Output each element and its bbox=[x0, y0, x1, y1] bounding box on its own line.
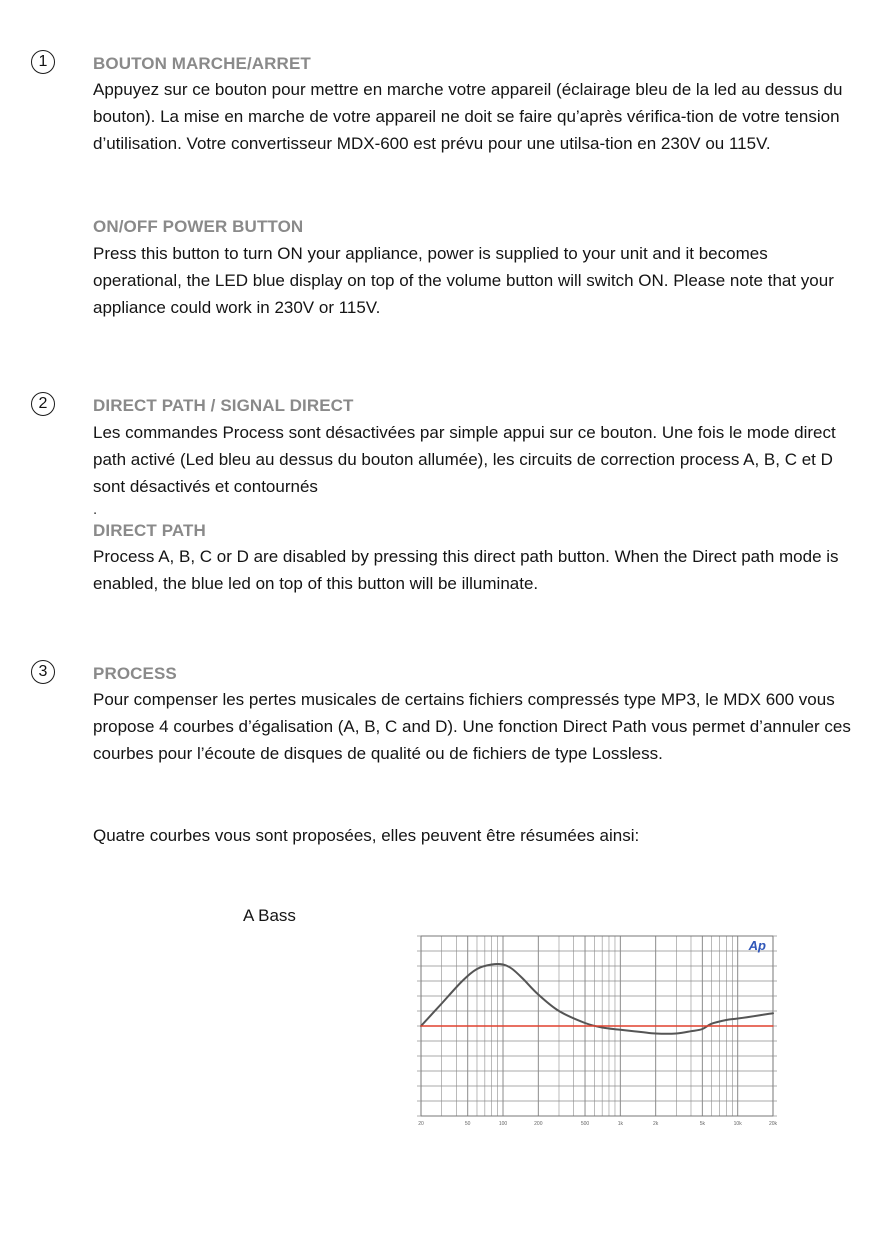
paragraph-power-button-en: Press this button to turn ON your appliance, power is supplied to your unit and it becomes operational, the LED blue display on top of the volume button will switch ON. Please note that your appliance could work in 230V or 115V. bbox=[93, 244, 834, 317]
paragraph-direct-path-fr: Les commandes Process sont désactivées par simple appui sur ce bouton. Une fois le mode direct path activé (Led bleu au dessus du bouton allumée), les circuits de correction process A, B, C et D sont désactivés et contournés bbox=[93, 423, 836, 496]
chart-series bbox=[421, 964, 773, 1034]
heading-bouton-marche-arret: BOUTON MARCHE/ARRET bbox=[93, 54, 311, 73]
series-response-curve bbox=[421, 964, 773, 1034]
heading-on-off-power-button: ON/OFF POWER BUTTON bbox=[93, 217, 304, 236]
heading-direct-path-signal-direct: DIRECT PATH / SIGNAL DIRECT bbox=[93, 396, 354, 415]
x-tick-label: 1k bbox=[617, 1121, 623, 1127]
x-tick-label: 200 bbox=[534, 1121, 543, 1127]
x-tick-label: 100 bbox=[498, 1121, 508, 1127]
step-number-1: 1 bbox=[31, 50, 55, 74]
heading-process: PROCESS bbox=[93, 664, 177, 683]
paragraph-process-2: Quatre courbes vous sont proposées, elles peuvent être résumées ainsi: bbox=[93, 826, 640, 845]
ap-logo: Ap bbox=[748, 938, 766, 953]
eq-curve-chart bbox=[385, 928, 805, 1138]
step-number-2: 2 bbox=[31, 392, 55, 416]
paragraph-direct-path-en: Process A, B, C or D are disabled by pressing this direct path button. When the Direct path mode is enabled, the blue led on top of this button will be illuminate. bbox=[93, 547, 839, 593]
x-tick-label: 50 bbox=[464, 1121, 471, 1127]
x-tick-label: 5k bbox=[699, 1121, 705, 1127]
paragraph-bouton-fr: Appuyez sur ce bouton pour mettre en marche votre appareil (éclairage bleu de la led au dessus du bouton). La mise en marche de votre appareil ne doit se faire qu’après vérifica-tion de votre tension d’utilisation. Votre convertisseur MDX-600 est prévu pour une utilsa-tion en 230V ou 115V. bbox=[93, 80, 843, 153]
step-number-3: 3 bbox=[31, 660, 55, 684]
x-tick-label: 10k bbox=[733, 1121, 742, 1127]
chart-x-ticks bbox=[418, 1121, 777, 1127]
x-tick-label: 500 bbox=[580, 1121, 590, 1127]
x-tick-label: 20 bbox=[418, 1121, 424, 1127]
heading-direct-path: DIRECT PATH bbox=[93, 521, 206, 540]
x-tick-label: 20k bbox=[768, 1121, 778, 1127]
paragraph-process-1: Pour compenser les pertes musicales de certains fichiers compressés type MP3, le MDX 600 vous propose 4 courbes d’égalisation (A, B, C and D). Une fonction Direct Path vous permet d’annuler ces courbes pour l’écoute de disques de qualité ou de fichiers de type Lossless. bbox=[93, 690, 851, 763]
stray-dot: . bbox=[93, 501, 98, 518]
x-tick-label: 2k bbox=[653, 1121, 659, 1127]
chart-label-a-bass: A Bass bbox=[243, 906, 296, 925]
